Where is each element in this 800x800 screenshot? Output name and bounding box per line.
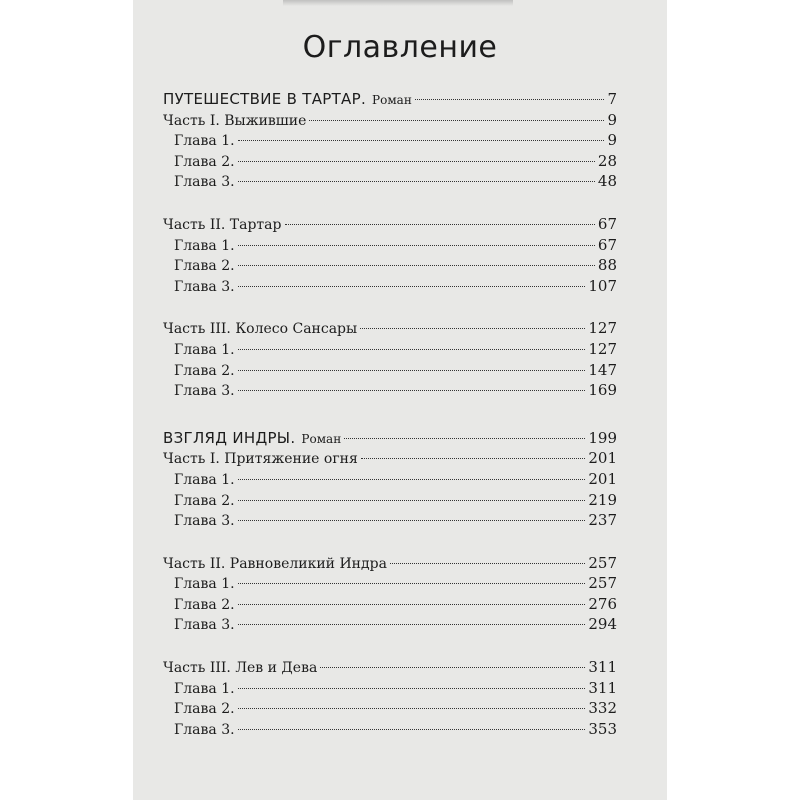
page-number: 257 [588, 553, 617, 572]
toc-part-entry [163, 214, 617, 235]
page-number: 332 [588, 699, 617, 718]
dot-leader [238, 708, 586, 709]
dot-leader [238, 688, 586, 689]
dot-leader [238, 390, 586, 391]
dot-leader [238, 349, 586, 350]
page-number: 67 [597, 235, 617, 254]
chapter-label: Глава 1. [174, 576, 235, 593]
dot-leader [360, 328, 585, 329]
toc-part-entry [163, 448, 617, 469]
book-page [133, 0, 667, 800]
chapter-label: Глава 1. [174, 237, 235, 254]
page-number: 311 [588, 658, 617, 677]
page-number: 127 [588, 339, 617, 358]
dot-leader [415, 99, 605, 100]
part-label: Часть III. Колесо Сансары [163, 321, 358, 338]
dot-leader [238, 583, 586, 584]
dot-leader [238, 520, 586, 521]
toc-chapter-entry [163, 130, 617, 151]
toc-chapter-entry [163, 678, 617, 699]
book-label: ПУТЕШЕСТВИЕ В ТАРТАР. [163, 90, 367, 108]
chapter-label: Глава 2. [174, 258, 235, 275]
dot-leader [320, 667, 585, 668]
toc-chapter-entry [163, 276, 617, 297]
toc-chapter-entry [163, 698, 617, 719]
toc-part-section [163, 214, 617, 296]
chapter-label: Глава 1. [174, 341, 235, 358]
part-label: Часть I. Притяжение огня [163, 451, 358, 468]
dot-leader [238, 729, 586, 730]
toc-chapter-entry [163, 151, 617, 172]
toc-chapter-entry [163, 255, 617, 276]
chapter-label: Глава 1. [174, 680, 235, 697]
toc-chapter-entry [163, 594, 617, 615]
chapter-label: Глава 3. [174, 617, 235, 634]
toc-part-entry [163, 318, 617, 339]
dot-leader [238, 624, 586, 625]
page-number: 276 [588, 594, 617, 613]
page-number: 107 [588, 276, 617, 295]
chapter-label: Глава 3. [174, 383, 235, 400]
page-number: 48 [597, 172, 617, 191]
page-title: Оглавление [302, 30, 498, 65]
part-label: Часть I. Выжившие [163, 112, 307, 129]
page-number: 311 [588, 678, 617, 697]
toc-chapter-entry [163, 614, 617, 635]
toc-chapter-entry [163, 573, 617, 594]
dot-leader [238, 500, 586, 501]
dot-leader [238, 140, 605, 141]
dot-leader [238, 245, 595, 246]
toc-chapter-entry [163, 380, 617, 401]
dot-leader [238, 161, 595, 162]
toc-part-entry [163, 110, 617, 131]
chapter-label: Глава 2. [174, 362, 235, 379]
page-number: 201 [588, 469, 617, 488]
part-label: Часть III. Лев и Дева [163, 660, 318, 677]
page-number: 147 [588, 360, 617, 379]
page-number: 127 [588, 319, 617, 338]
chapter-label: Глава 2. [174, 701, 235, 718]
chapter-label: Глава 3. [174, 513, 235, 530]
chapter-label: Глава 1. [174, 471, 235, 488]
toc-chapter-entry [163, 469, 617, 490]
page-number: 199 [588, 428, 617, 447]
toc-chapter-entry [163, 339, 617, 360]
toc-part-entry [163, 657, 617, 678]
toc-book-section [163, 428, 617, 740]
page-number: 294 [588, 615, 617, 634]
toc-book-entry [163, 89, 617, 110]
page-number: 7 [607, 90, 617, 108]
toc-chapter-entry [163, 510, 617, 531]
dot-leader [344, 438, 585, 439]
page-number: 67 [597, 214, 617, 233]
book-label: ВЗГЛЯД ИНДРЫ. [163, 428, 296, 447]
page-number: 88 [597, 256, 617, 275]
part-label: Часть II. Тартар [163, 216, 282, 233]
dot-leader [238, 370, 586, 371]
page-number: 201 [588, 449, 617, 468]
table-of-contents [163, 89, 617, 739]
dot-leader [361, 458, 586, 459]
chapter-label: Глава 2. [174, 153, 235, 170]
page-number: 257 [588, 574, 617, 593]
chapter-label: Глава 2. [174, 596, 235, 613]
toc-chapter-entry [163, 360, 617, 381]
page-number: 9 [607, 131, 617, 150]
page-number: 219 [588, 490, 617, 509]
chapter-label: Глава 3. [174, 278, 235, 295]
page-number: 353 [588, 719, 617, 738]
toc-part-section [163, 110, 617, 192]
toc-part-section [163, 657, 617, 739]
dot-leader [285, 224, 595, 225]
chapter-label: Глава 3. [174, 721, 235, 738]
toc-book-entry [163, 428, 617, 449]
page-number: 169 [588, 381, 617, 400]
page-number: 9 [607, 110, 617, 129]
page-number: 28 [597, 151, 617, 170]
toc-chapter-entry [163, 171, 617, 192]
toc-book-section [163, 89, 617, 401]
page-header-artifact [283, 0, 513, 6]
chapter-label: Глава 3. [174, 174, 235, 191]
toc-chapter-entry [163, 490, 617, 511]
dot-leader [238, 265, 595, 266]
dot-leader [238, 286, 586, 287]
toc-part-section [163, 318, 617, 400]
toc-chapter-entry [163, 719, 617, 740]
dot-leader [390, 563, 585, 564]
toc-part-entry [163, 553, 617, 574]
dot-leader [238, 604, 586, 605]
toc-part-section [163, 448, 617, 530]
part-label: Часть II. Равновеликий Индра [163, 555, 387, 572]
chapter-label: Глава 1. [174, 133, 235, 150]
dot-leader [309, 120, 604, 121]
chapter-label: Глава 2. [174, 492, 235, 509]
toc-part-section [163, 553, 617, 635]
book-genre-label: Роман [372, 93, 412, 107]
dot-leader [238, 479, 586, 480]
book-genre-label: Роман [301, 431, 342, 446]
page-number: 237 [588, 511, 617, 530]
toc-chapter-entry [163, 235, 617, 256]
dot-leader [238, 181, 595, 182]
